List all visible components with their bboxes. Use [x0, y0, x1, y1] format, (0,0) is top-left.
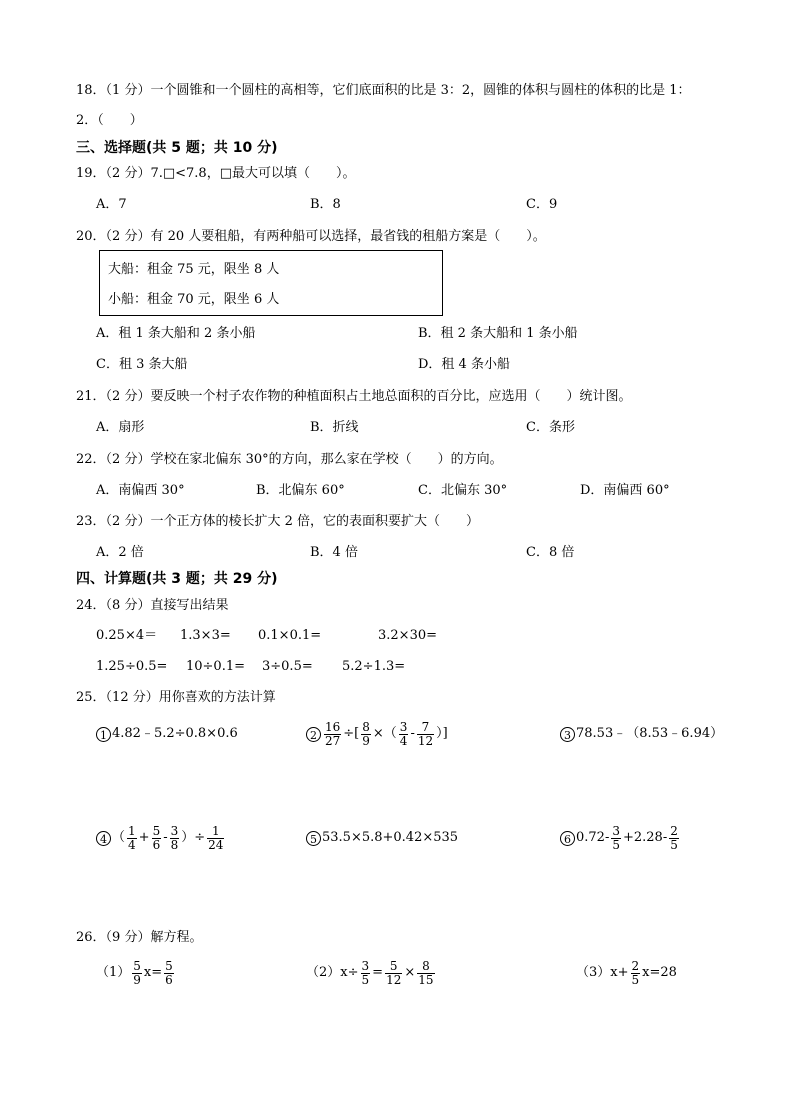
q20-stem: 20．（2 分）有 20 人要租船，有两种船可以选择，最省钱的租船方案是（ ）。 [76, 229, 546, 244]
q22-option-a[interactable]: A．南偏西 30° [96, 483, 185, 498]
circled-number: 4 [96, 831, 111, 846]
q21-option-a[interactable]: A．扇形 [96, 420, 145, 435]
q24-expr: 1.3×3= [180, 628, 231, 643]
q22-option-d[interactable]: D．南偏西 60° [580, 483, 670, 498]
fraction: $\frac{2}{5}$ [631, 958, 640, 987]
q19-stem: 19．（2 分）7.□<7.8，□最大可以填（ ）。 [76, 166, 356, 181]
q22-option-b[interactable]: B．北偏东 60° [256, 483, 345, 498]
q23-stem: 23．（2 分）一个正方体的棱长扩大 2 倍，它的表面积要扩大（ ） [76, 514, 479, 529]
q21-option-b[interactable]: B．折线 [310, 420, 359, 435]
q20-option-c[interactable]: C．租 3 条大船 [96, 357, 188, 372]
fraction: $\frac{3}{5}$ [361, 958, 370, 987]
q26-equation-2: （2）x÷ $\frac{3}{5}$ = $\frac{5}{12}$ × $\frac{8}{15}$ [306, 958, 434, 987]
q19-option-a[interactable]: A．7 [96, 197, 127, 212]
q22-option-c[interactable]: C．北偏东 30° [418, 483, 508, 498]
fraction: $\frac{3}{4}$ [399, 719, 408, 748]
fraction: $\frac{16}{27}$ [325, 719, 341, 748]
fraction: $\frac{3}{8}$ [170, 823, 179, 852]
q20-box-line1: 大船：租金 75 元，限坐 8 人 [108, 262, 280, 277]
q23-option-c[interactable]: C．8 倍 [526, 545, 575, 560]
q20-option-a[interactable]: A．租 1 条大船和 2 条小船 [96, 326, 256, 341]
q24-expr: 3÷0.5= [262, 659, 313, 674]
q20-option-d[interactable]: D．租 4 条小船 [418, 357, 510, 372]
q26-stem: 26．（9 分）解方程。 [76, 930, 203, 945]
q24-expr: 1.25÷0.5= [96, 659, 168, 674]
fraction: $\frac{5}{12}$ [386, 958, 402, 987]
q20-option-b[interactable]: B．租 2 条大船和 1 条小船 [418, 326, 578, 341]
section-4-title: 四、计算题(共 3 题；共 29 分) [76, 571, 278, 587]
q26-equation-1: （1） $\frac{5}{9}$ x= $\frac{5}{6}$ [96, 958, 173, 987]
fraction: $\frac{3}{5}$ [612, 823, 620, 852]
q25-expr-6: 6 0.72- $\frac{3}{5}$ +2.28- $\frac{2}{5}$ [560, 824, 681, 853]
fraction: $\frac{2}{5}$ [670, 823, 678, 852]
fraction: $\frac{1}{24}$ [208, 823, 224, 852]
q25-stem: 25．（12 分）用你喜欢的方法计算 [76, 690, 276, 705]
fraction: $\frac{8}{15}$ [418, 958, 434, 987]
q19-option-b[interactable]: B．8 [310, 197, 341, 212]
fraction: $\frac{5}{6}$ [152, 823, 161, 852]
q25-expr-1: 1 4.82﹣5.2÷0.8×0.6 [96, 720, 238, 749]
fraction: $\frac{5}{9}$ [133, 958, 141, 987]
q19-option-c[interactable]: C．9 [526, 197, 558, 212]
circled-number: 3 [560, 727, 575, 742]
section-3-title: 三、选择题(共 5 题；共 10 分) [76, 140, 278, 156]
q24-stem: 24．（8 分）直接写出结果 [76, 598, 229, 613]
circled-number: 2 [306, 727, 321, 742]
circled-number: 6 [560, 831, 575, 846]
q24-expr: 0.1×0.1= [258, 628, 322, 643]
q23-option-b[interactable]: B．4 倍 [310, 545, 358, 560]
q24-expr: 0.25×4＝ [96, 628, 158, 643]
q25-expr-3: 3 78.53﹣（8.53﹣6.94） [560, 720, 723, 749]
q24-expr: 5.2÷1.3= [342, 659, 406, 674]
fraction: $\frac{8}{9}$ [362, 719, 370, 748]
q24-expr: 10÷0.1= [186, 659, 246, 674]
fraction: $\frac{7}{12}$ [417, 719, 434, 748]
q25-expr-4: 4 （ $\frac{1}{4}$ + $\frac{5}{6}$ - $\frac{3}{8}$ ）÷ $\frac{1}{24}$ [96, 824, 226, 853]
q20-box-line2: 小船：租金 70 元，限坐 6 人 [108, 292, 280, 307]
q26-equation-3: （3）x+ $\frac{2}{5}$ x=28 [576, 958, 677, 987]
q25-expr-5: 5 53.5×5.8+0.42×535 [306, 824, 458, 853]
circled-number: 1 [96, 727, 111, 742]
fraction: $\frac{5}{6}$ [165, 958, 173, 987]
q21-stem: 21．（2 分）要反映一个村子农作物的种植面积占土地总面积的百分比，应选用（ ）统计图。 [76, 389, 632, 404]
q22-stem: 22．（2 分）学校在家北偏东 30°的方向，那么家在学校（ ）的方向。 [76, 452, 503, 467]
q18-line1: 18．（1 分）一个圆锥和一个圆柱的高相等，它们底面积的比是 3：2，圆锥的体积与圆柱的体积的比是 1： [76, 83, 691, 98]
fraction: $\frac{1}{4}$ [128, 823, 136, 852]
q24-expr: 3.2×30= [378, 628, 438, 643]
q23-option-a[interactable]: A．2 倍 [96, 545, 144, 560]
q21-option-c[interactable]: C．条形 [526, 420, 575, 435]
q25-expr-2: 2 $\frac{16}{27}$ ÷[ $\frac{8}{9}$ ×（ $\frac{3}{4}$ - $\frac{7}{12}$ ）] [306, 720, 448, 749]
circled-number: 5 [306, 831, 321, 846]
q18-line2: 2．（ ） [76, 113, 143, 128]
